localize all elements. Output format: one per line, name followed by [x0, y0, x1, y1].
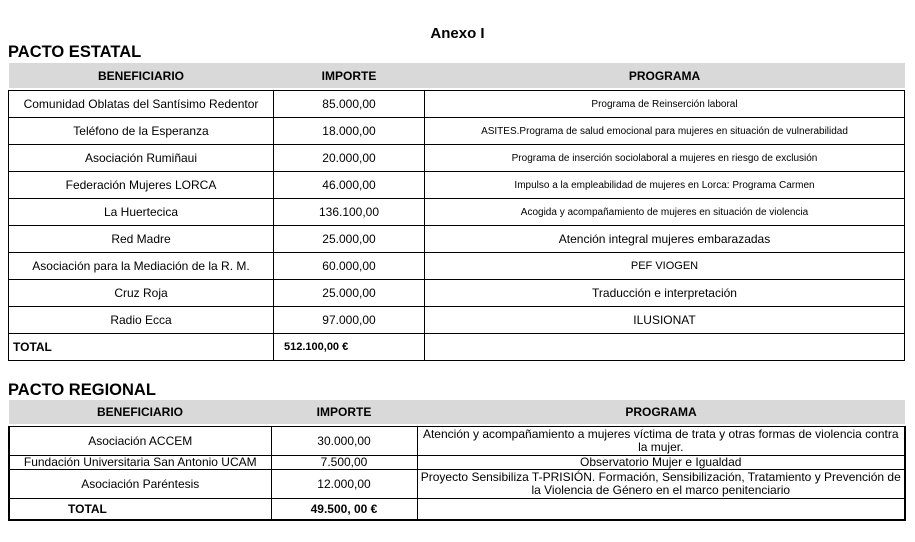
table-row — [9, 118, 905, 145]
programa-cell: Observatorio Mujer e Igualdad — [417, 456, 905, 470]
table-row — [9, 253, 905, 280]
table-row — [9, 172, 905, 199]
importe-cell: 25.000,00 — [274, 226, 425, 253]
table-header-row — [9, 63, 905, 88]
total-empty-cell — [417, 499, 905, 521]
pacto-regional-table — [8, 400, 906, 521]
importe-cell: 46.000,00 — [274, 172, 425, 199]
importe-cell: 20.000,00 — [274, 145, 425, 172]
header-importe: IMPORTE — [271, 400, 417, 424]
programa-cell: Atención y acompañamiento a mujeres víctima de trata y otras formas de violencia contra la mujer. — [417, 427, 905, 456]
table-header-row — [9, 400, 905, 424]
importe-cell: 85.000,00 — [274, 91, 425, 118]
beneficiario-cell: Asociación ACCEM — [9, 427, 271, 456]
programa-cell: Proyecto Sensibiliza T-PRISIÓN. Formación, Sensibilización, Tratamiento y Prevención de la Violencia de Género en el marco penitenciario — [417, 470, 905, 499]
header-beneficiario: BENEFICIARIO — [9, 63, 274, 88]
header-importe: IMPORTE — [274, 63, 425, 88]
beneficiario-cell: Comunidad Oblatas del Santísimo Redentor — [9, 91, 274, 118]
table-row — [9, 280, 905, 307]
pacto-estatal-title: PACTO ESTATAL — [8, 43, 142, 61]
beneficiario-cell: Cruz Roja — [9, 280, 274, 307]
importe-cell: 60.000,00 — [274, 253, 425, 280]
table-row — [9, 91, 905, 118]
table-row — [9, 145, 905, 172]
programa-cell: Programa de Reinserción laboral — [425, 91, 905, 118]
programa-cell: ILUSIONAT — [425, 307, 905, 334]
beneficiario-cell: Fundación Universitaria San Antonio UCAM — [9, 456, 271, 470]
total-label: TOTAL — [9, 499, 271, 521]
programa-cell: PEF VIOGEN — [425, 253, 905, 280]
header-programa: PROGRAMA — [425, 63, 905, 88]
beneficiario-cell: Asociación Paréntesis — [9, 470, 271, 499]
pacto-estatal-table — [8, 63, 905, 361]
programa-cell: Traducción e interpretación — [425, 280, 905, 307]
pacto-regional-title: PACTO REGIONAL — [8, 381, 156, 399]
programa-cell: Atención integral mujeres embarazadas — [425, 226, 905, 253]
beneficiario-cell: Asociación para la Mediación de la R. M. — [9, 253, 274, 280]
importe-cell: 136.100,00 — [274, 199, 425, 226]
total-row — [9, 499, 905, 521]
annex-title: Anexo I — [430, 25, 485, 42]
beneficiario-cell: Red Madre — [9, 226, 274, 253]
header-beneficiario: BENEFICIARIO — [9, 400, 271, 424]
importe-cell: 7.500,00 — [271, 456, 417, 470]
importe-cell: 18.000,00 — [274, 118, 425, 145]
importe-cell: 25.000,00 — [274, 280, 425, 307]
importe-cell: 97.000,00 — [274, 307, 425, 334]
total-label: TOTAL — [9, 334, 274, 361]
programa-cell: Programa de inserción sociolaboral a mujeres en riesgo de exclusión — [425, 145, 905, 172]
total-row — [9, 334, 905, 361]
table-row — [9, 307, 905, 334]
beneficiario-cell: La Huertecica — [9, 199, 274, 226]
table-row — [9, 199, 905, 226]
beneficiario-cell: Federación Mujeres LORCA — [9, 172, 274, 199]
table-row — [9, 470, 905, 499]
beneficiario-cell: Teléfono de la Esperanza — [9, 118, 274, 145]
importe-cell: 30.000,00 — [271, 427, 417, 456]
total-empty-cell — [425, 334, 905, 361]
total-amount: 512.100,00 € — [274, 334, 425, 361]
programa-cell: Impulso a la empleabilidad de mujeres en Lorca: Programa Carmen — [425, 172, 905, 199]
total-amount: 49.500, 00 € — [271, 499, 417, 521]
table-row — [9, 456, 905, 470]
programa-cell: Acogida y acompañamiento de mujeres en situación de violencia — [425, 199, 905, 226]
header-programa: PROGRAMA — [417, 400, 905, 424]
table-row — [9, 427, 905, 456]
table-row — [9, 226, 905, 253]
programa-cell: ASITES.Programa de salud emocional para mujeres en situación de vulnerabilidad — [425, 118, 905, 145]
beneficiario-cell: Radio Ecca — [9, 307, 274, 334]
importe-cell: 12.000,00 — [271, 470, 417, 499]
beneficiario-cell: Asociación Rumiñaui — [9, 145, 274, 172]
